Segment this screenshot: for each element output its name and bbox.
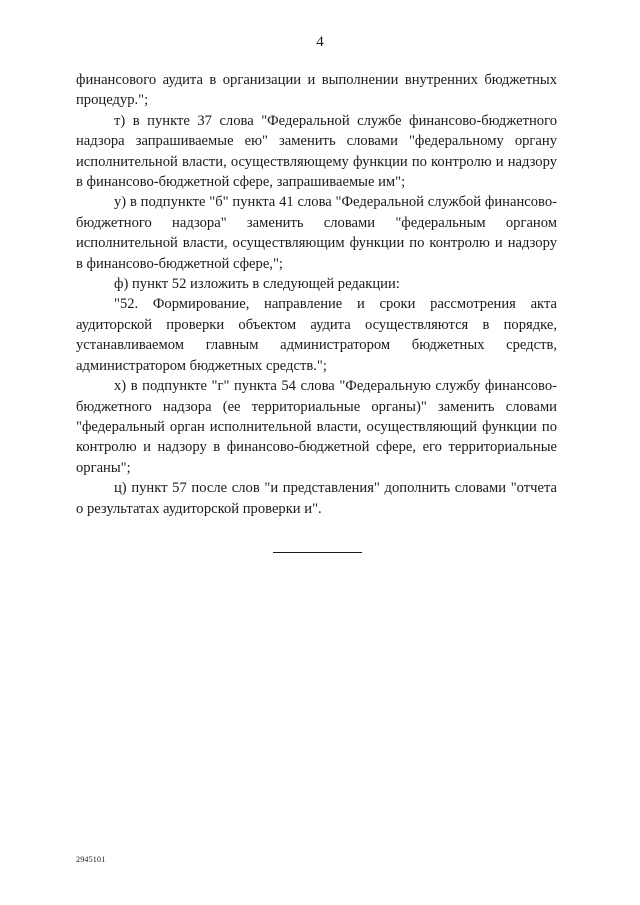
document-body	[76, 70, 557, 519]
paragraph-item-52-quote: "52. Формирование, направление и сроки рассмотрения акта аудиторской проверки объектом аудита осуществляются в порядке, устанавливаемом главным администратором бюджетных средств, администратором бюджетных средств.";	[76, 296, 557, 374]
paragraph-item-u: у) в подпункте "б" пункта 41 слова "Федеральной службой финансово-бюджетного надзора" заменить словами "федеральным органом исполнительной власти, осуществляющим функции по контролю и надзору в финансово-бюджетной сфере,";	[76, 194, 557, 272]
end-of-document-rule	[273, 552, 362, 553]
paragraph-item-t: т) в пункте 37 слова "Федеральной службе финансово-бюджетного надзора запрашиваемые ею" заменить словами "федеральному органу исполнительной власти, осуществляющему функции по контролю и надзору в финансово-бюджетной сфере, запрашиваемые им";	[76, 112, 557, 191]
document-code: 2945101	[76, 855, 106, 864]
paragraph-item-ts: ц) пункт 57 после слов "и представления" дополнить словами "отчета о результатах аудиторской проверки и".	[76, 480, 557, 517]
paragraph-continuation: финансового аудита в организации и выполнении внутренних бюджетных процедур.";	[76, 72, 557, 109]
paragraph-item-kh: х) в подпункте "г" пункта 54 слова "Федеральную службу финансово-бюджетного надзора (ее территориальные органы)" заменить словами "федеральный орган исполнительной власти, осуществляющий функции по контролю и надзору в финансово-бюджетной сфере, его территориальные органы";	[76, 378, 557, 476]
paragraph-item-f: ф) пункт 52 изложить в следующей редакции:	[114, 276, 400, 293]
page-number: 4	[316, 34, 324, 50]
